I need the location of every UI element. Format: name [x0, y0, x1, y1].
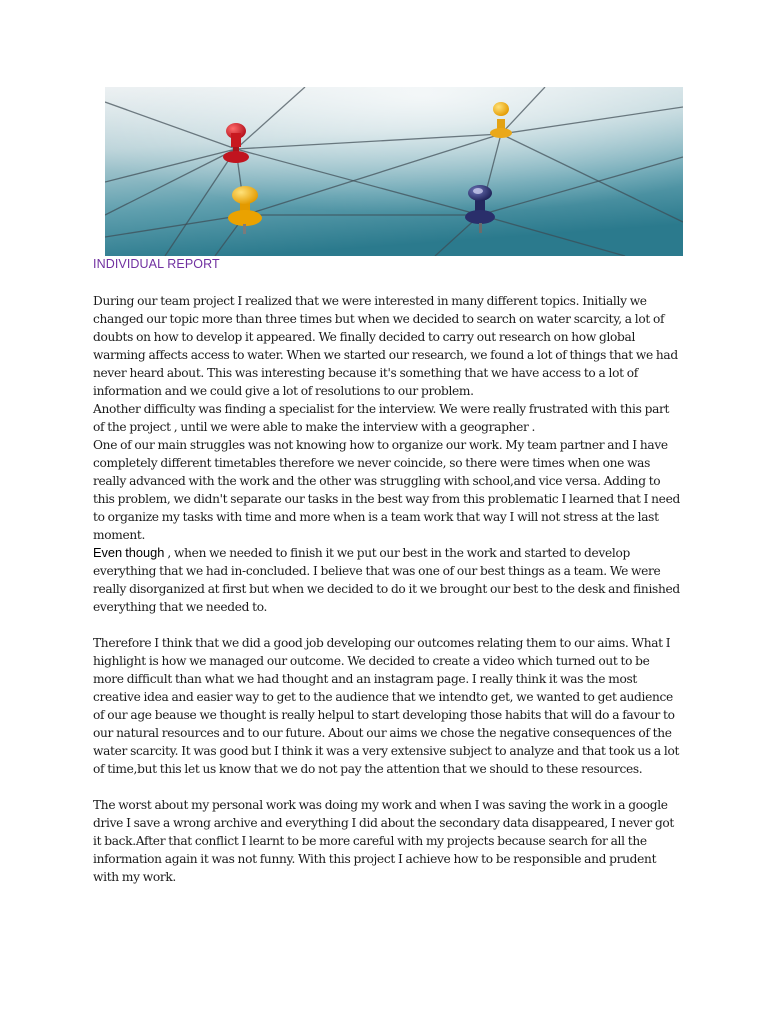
paragraph-personal-work: The worst about my personal work was doing my work and when I was saving the work in a google drive I save a wrong archive and everything I did about the secondary data disappeared, I never got it back.After that conflict I learnt to be more careful with my projects because search for all the information again it was not funny. With this project I achieve how to be responsible and prudent with my work.: [93, 798, 675, 884]
pushpin-network-image: [105, 87, 683, 256]
paragraph-organization: One of our main struggles was not knowing how to organize our work. My team partner and I have completely different timetables therefore we never coincide, so there were times when one was really advanced with the work and the other was struggling with school,and vice versa. Adding to this problem, we didn't separate our tasks in the best way from this problematic I learned that I need to organize my tasks with time and more when is a team work that way I will not stress at the last moment.: [93, 438, 680, 542]
paragraph-specialist: Another difficulty was finding a specialist for the interview. We were really frustrated with this part of the project , until we were able to make the interview with a geographer .: [93, 402, 670, 434]
banner-image: [105, 87, 683, 256]
paragraph-lead-phrase: Even though: [93, 545, 165, 560]
paragraph-even-though: [93, 544, 683, 616]
report-body: [93, 292, 683, 886]
paragraph-outcomes: Therefore I think that we did a good job developing our outcomes relating them to our aims. What I highlight is how we managed our outcome. We decided to create a video which turned out to be more difficult than what we had thought and an instagram page. I really think it was the most creative idea and easier way to get to the audience that we intendto get, we wanted to get audience of our age beause we thought is really helpul to start developing those habits that will do a favour to our natural resources and to our future. About our aims we chose the negative consequences of the water scarcity. It was good but I think it was a very extensive subject to analyze and that took us a lot of time,but this let us know that we do not pay the attention that we should to these resources.: [93, 636, 680, 776]
report-heading: INDIVIDUAL REPORT: [93, 257, 220, 271]
paragraph-continuation: , when we needed to finish it we put our best in the work and started to develop everything that we had in-concluded. I believe that was one of our best things as a team. We were really disorganized at first but when we decided to do it we brought our best to the desk and finished everything that we needed to.: [93, 546, 680, 614]
paragraph-team-topic: During our team project I realized that we were interested in many different topics. Initially we changed our topic more than three times but when we decided to search on water scarcity, a lot of doubts on how to develop it appeared. We finally decided to carry out research on how global warming affects access to water. When we started our research, we found a lot of things that we had never heard about. This was interesting because it's something that we have access to a lot of information and we could give a lot of resolutions to our problem.: [93, 294, 678, 398]
